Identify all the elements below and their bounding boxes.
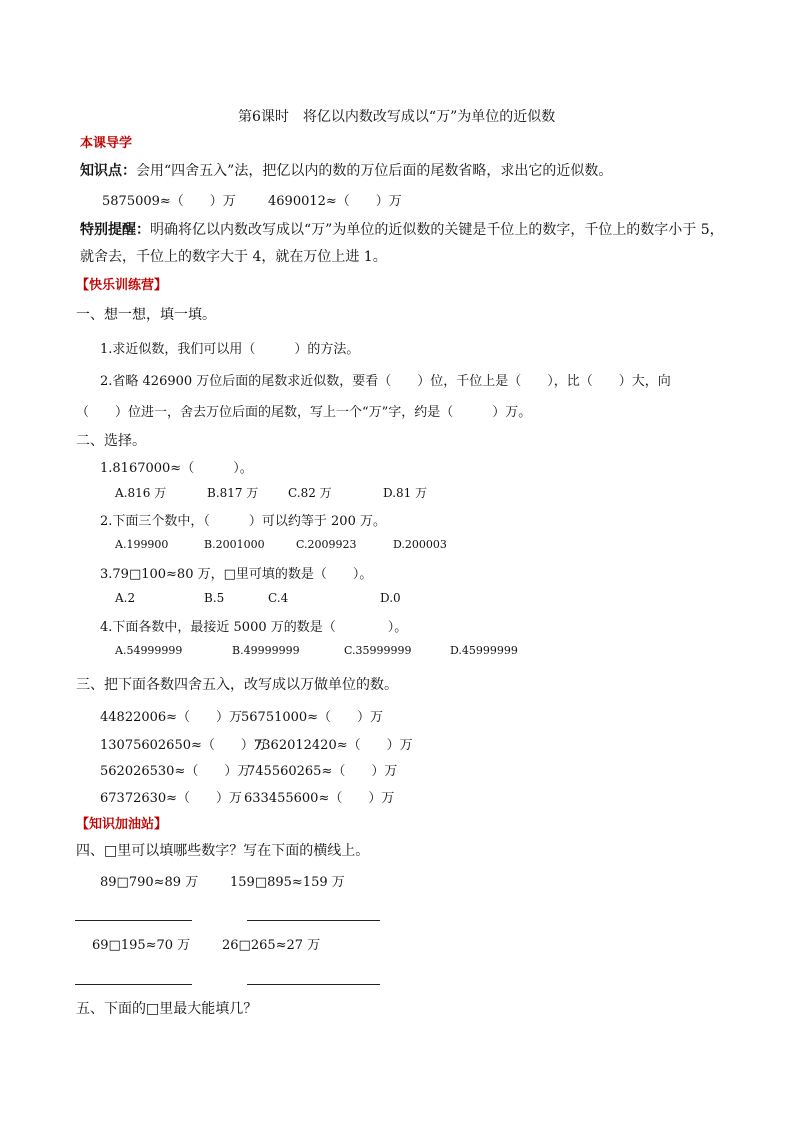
knowledge-text: 会用“四舍五入”法，把亿以内的数的万位后面的尾数省略，求出它的近似数。 — [136, 163, 613, 179]
q3-heading: 三、把下面各数四舍五入，改写成以万做单位的数。 — [76, 677, 398, 693]
q2-item-2-option-b: B.2001000 — [204, 538, 265, 551]
q2-item-1-option-d: D.81 万 — [383, 486, 428, 500]
guide-heading: 本课导学 — [80, 136, 133, 151]
example-1: 5875009≈（ ）万 — [102, 194, 236, 209]
tip-line-1 — [80, 219, 724, 239]
q1-item-1: 1.求近似数，我们可以用（ ）的方法。 — [100, 342, 360, 357]
section-camp: 【快乐训练营】 — [76, 278, 168, 293]
answer-line[interactable] — [247, 984, 380, 985]
q2-item-1-option-c: C.82 万 — [288, 486, 332, 500]
section-station: 【知识加油站】 — [76, 817, 168, 832]
tip-text-1: 明确将亿以内数改写成以“万”为单位的近似数的关键是千位上的数字，千位上的数字小于 5， — [150, 222, 724, 238]
q1-item-2-line-2: （ ）位进一，舍去万位后面的尾数，写上一个“万”字，约是（ ）万。 — [76, 405, 532, 420]
q3-row-4-right: 633455600≈（ ）万 — [244, 791, 395, 806]
answer-line[interactable] — [75, 920, 192, 921]
q3-row-2-right: 7362012420≈（ ）万 — [254, 738, 413, 753]
q2-item-3-stem: 3.79□100≈80 万，□里可填的数是（ ）。 — [100, 567, 373, 582]
q3-row-3-right: 745560265≈（ ）万 — [247, 764, 398, 779]
q2-item-4-option-b: B.49999999 — [232, 644, 300, 657]
q2-item-1-option-b: B.817 万 — [207, 486, 259, 500]
tip-label: 特别提醒： — [80, 222, 150, 238]
q3-row-3-left: 562026530≈（ ）万 — [100, 764, 251, 779]
q2-item-4-option-d: D.45999999 — [450, 644, 518, 657]
q2-item-2-option-a: A.199900 — [115, 538, 169, 551]
q4-row-2-right: 26□265≈27 万 — [222, 938, 321, 953]
answer-line[interactable] — [75, 984, 192, 985]
q2-item-3-option-a: A.2 — [115, 591, 136, 605]
q2-item-4-stem: 4.下面各数中，最接近 5000 万的数是（ ）。 — [100, 620, 408, 635]
q2-item-2-option-d: D.200003 — [393, 538, 447, 551]
q2-item-1-stem: 1.8167000≈（ ）。 — [100, 461, 253, 476]
q2-item-4-option-c: C.35999999 — [344, 644, 412, 657]
knowledge-line — [80, 160, 612, 180]
q1-heading: 一、想一想，填一填。 — [76, 307, 216, 323]
knowledge-label: 知识点： — [80, 163, 136, 179]
q3-row-2-left: 13075602650≈（ ）万 — [100, 738, 267, 753]
q2-item-3-option-d: D.0 — [380, 591, 401, 605]
q4-row-2-left: 69□195≈70 万 — [92, 938, 191, 953]
q2-item-2-stem: 2.下面三个数中，（ ）可以约等于 200 万。 — [100, 514, 386, 529]
example-2: 4690012≈（ ）万 — [268, 194, 402, 209]
q4-row-1-right: 159□895≈159 万 — [230, 875, 345, 890]
q1-item-2-line-1: 2.省略 426900 万位后面的尾数求近似数，要看（ ）位，千位上是（ ），比（ ）大，向 — [100, 374, 671, 389]
q2-item-4-option-a: A.54999999 — [115, 644, 183, 657]
q2-heading: 二、选择。 — [76, 433, 146, 449]
answer-line[interactable] — [247, 920, 380, 921]
q3-row-1-left: 44822006≈（ ）万 — [100, 710, 243, 725]
q4-heading: 四、□里可以填哪些数字？写在下面的横线上。 — [76, 843, 370, 859]
q3-row-1-right: 56751000≈（ ）万 — [241, 710, 384, 725]
q5-heading: 五、下面的□里最大能填几？ — [76, 1001, 258, 1017]
q2-item-2-option-c: C.2009923 — [296, 538, 357, 551]
q2-item-3-option-b: B.5 — [204, 591, 225, 605]
page-title: 第6课时 将亿以内数改写成以“万”为单位的近似数 — [238, 109, 556, 125]
q3-row-4-left: 67372630≈（ ）万 — [100, 791, 243, 806]
tip-line-2: 就舍去，千位上的数字大于 4，就在万位上进 1。 — [80, 249, 387, 265]
q2-item-3-option-c: C.4 — [268, 591, 289, 605]
q2-item-1-option-a: A.816 万 — [115, 486, 167, 500]
q4-row-1-left: 89□790≈89 万 — [100, 875, 199, 890]
